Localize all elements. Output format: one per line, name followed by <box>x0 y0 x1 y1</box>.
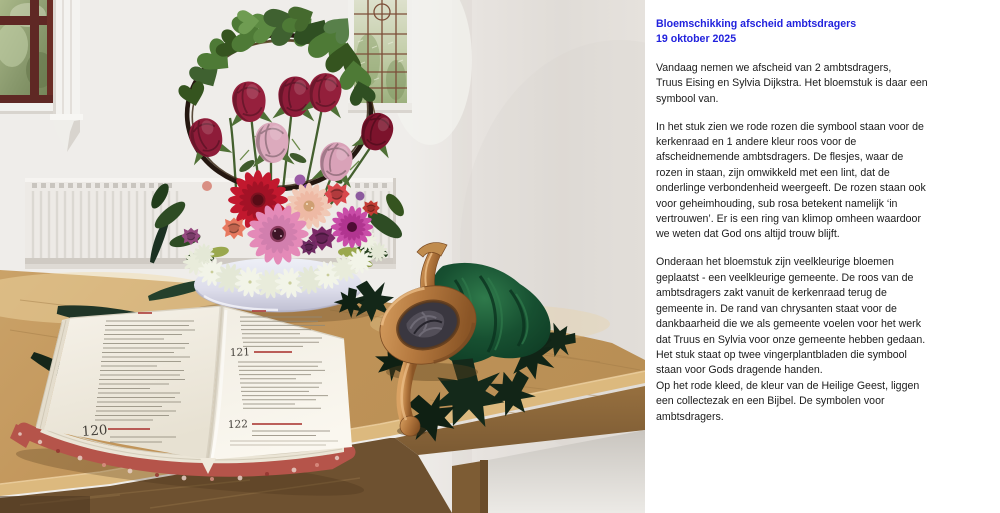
text-line: gemeente in. De rand van chrysanten staat voor de <box>656 302 897 315</box>
text-line: geplaatst - een veelkleurige gemeente. De roos van de <box>656 271 914 284</box>
text-line: staan voor Gods dragende handen. <box>656 364 823 377</box>
text-line: een collectezak en een Bijbel. De symbolen voor <box>656 395 885 408</box>
text-line: ambtsdragers zakt vanuit de kerkenraad terug de <box>656 287 887 300</box>
text-line: Onderaan het bloemstuk zijn veelkleurige bloemen <box>656 256 894 269</box>
text-line: ambtsdragers. <box>656 410 724 423</box>
page-number-120: 120 <box>81 422 108 440</box>
caption-title <box>656 17 994 48</box>
text-line: Truus Eising en Sylvia Dijkstra. Het bloemstuk is daar een <box>656 77 928 90</box>
text-line: afscheidnemende ambtsdragers. De flesjes, waar de <box>656 151 904 164</box>
page-number-121: 121 <box>229 346 251 359</box>
caption-title-line: 19 oktober 2025 <box>656 33 737 46</box>
caption-paragraph <box>656 61 994 107</box>
text-line: Het stuk staat op twee vingerplantbladen die symbool <box>656 348 907 361</box>
text-line: In het stuk zien we rode rozen die symbool staan voor de <box>656 120 924 133</box>
text-line: rozen in staan, zijn omwikkeld met een lint, dat de <box>656 166 890 179</box>
text-line: Vandaag nemen we afscheid van 2 ambtsdragers, <box>656 61 892 74</box>
text-line: dat Truus en Sylvia voor onze gemeente hebben gedaan. <box>656 333 926 346</box>
caption-paragraph <box>656 120 994 243</box>
caption-paragraph <box>656 255 994 424</box>
caption-title-line: Bloemschikking afscheid ambtsdragers <box>656 18 857 30</box>
page-number-122: 122 <box>227 418 249 431</box>
text-line: vertrouwen’. Er is een ring van klimop omheen waardoor <box>656 213 921 226</box>
caption-panel <box>645 0 1000 513</box>
text-line: we weten dat God ons altijd trouw blijft. <box>656 228 840 241</box>
text-line: onderlinge verbondenheid weergeeft. De rozen staan ook <box>656 182 926 195</box>
text-line: symbool van. <box>656 92 719 105</box>
text-line: dankbaarheid die we als gemeente voelen voor het werk <box>656 318 922 331</box>
text-line: kerkenraad en 1 andere kleur roos voor de <box>656 136 857 149</box>
text-line: Op het rode kleed, de kleur van de Heilige Geest, liggen <box>656 379 920 392</box>
text-line: voor geheimhouding, sub rosa betekent namelijk ‘in <box>656 197 898 210</box>
